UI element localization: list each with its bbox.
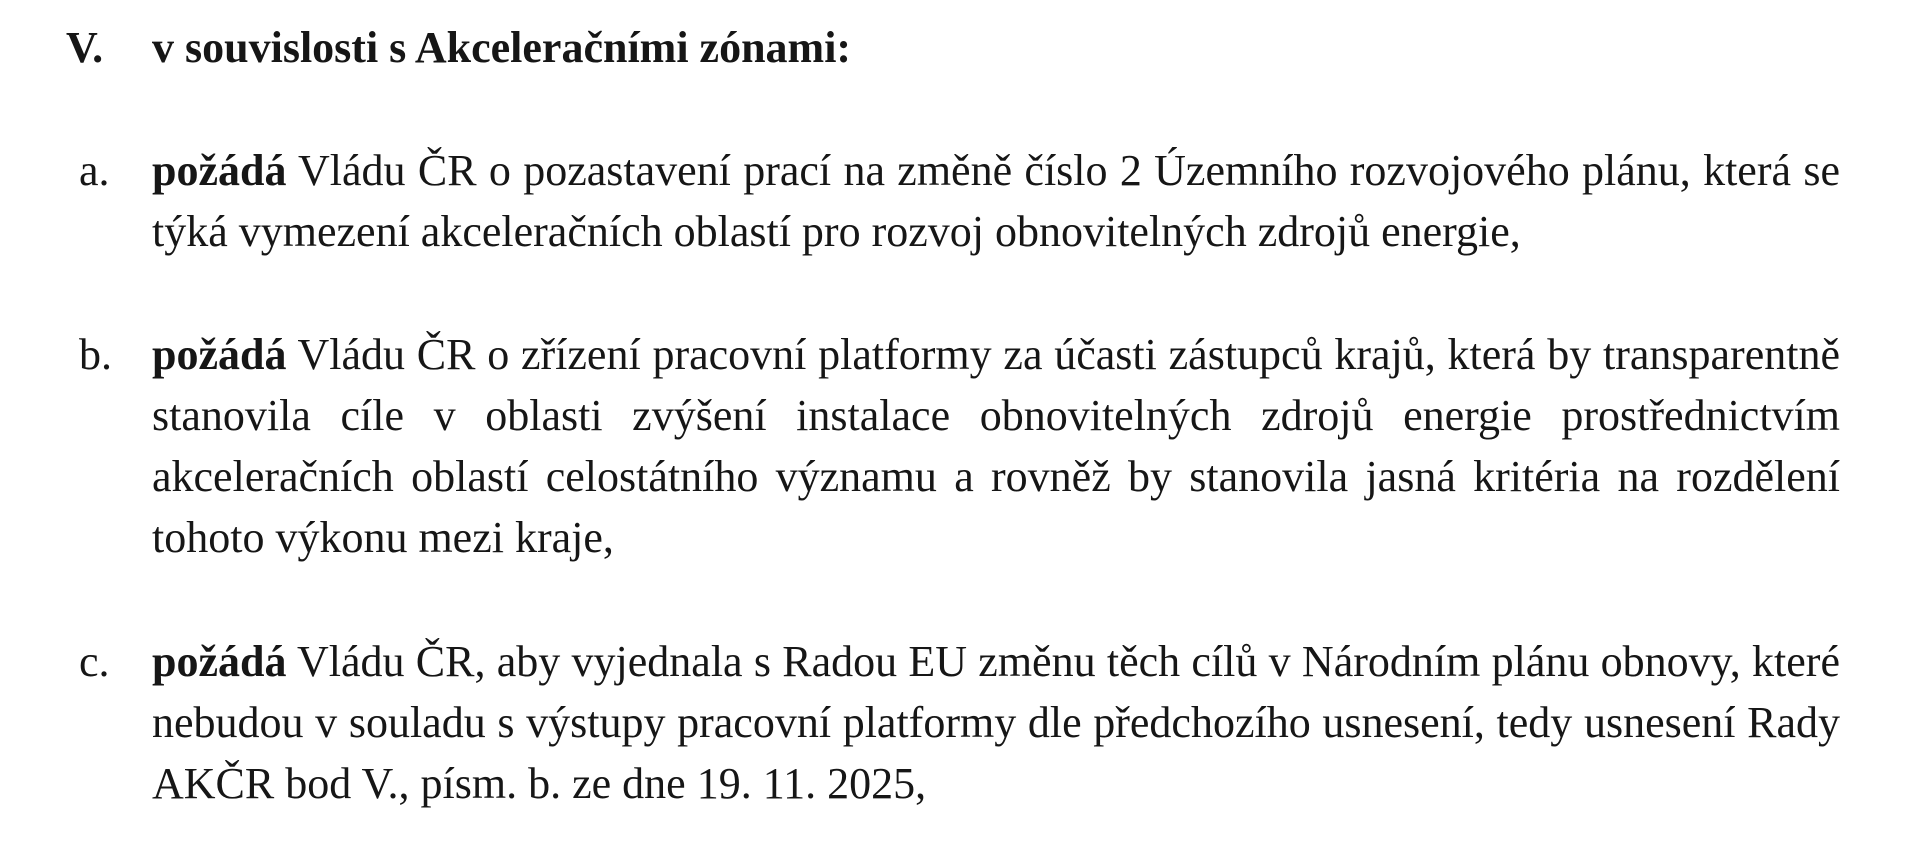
item-text (152, 140, 1840, 262)
item-text (152, 324, 1840, 568)
item-marker: c. (79, 637, 110, 686)
item-marker: b. (79, 330, 112, 379)
item-text (152, 631, 1840, 814)
item-body-text: Vládu ČR o zřízení pracovní platformy za účasti zástupců krajů, která by transparentně stanovila cíle v oblasti zvýšení instalace obnovitelných zdrojů energie prostřednictvím akceleračních oblastí celostátního významu a rovněž by stanovila jasná kritéria na rozdělení tohoto výkonu mezi kraje, (152, 330, 1840, 562)
item-body-text: Vládu ČR, aby vyjednala s Radou EU změnu těch cílů v Národním plánu obnovy, které nebudou v souladu s výstupy pracovní platformy dle předchozího usnesení, tedy usnesení Rady AKČR bod V., písm. b. ze dne 19. 11. 2025, (152, 637, 1840, 808)
item-verb: požádá (152, 637, 287, 686)
item-verb: požádá (152, 146, 287, 195)
item-marker: a. (79, 146, 110, 195)
section-heading (66, 20, 851, 76)
section-number: V. (66, 23, 104, 72)
item-body-text: Vládu ČR o pozastavení prací na změně číslo 2 Územního rozvojového plánu, která se týká vymezení akceleračních oblastí pro rozvoj obnovitelných zdrojů energie, (152, 146, 1840, 256)
item-verb: požádá (152, 330, 287, 379)
section-title: v souvislosti s Akceleračními zónami: (152, 23, 852, 72)
